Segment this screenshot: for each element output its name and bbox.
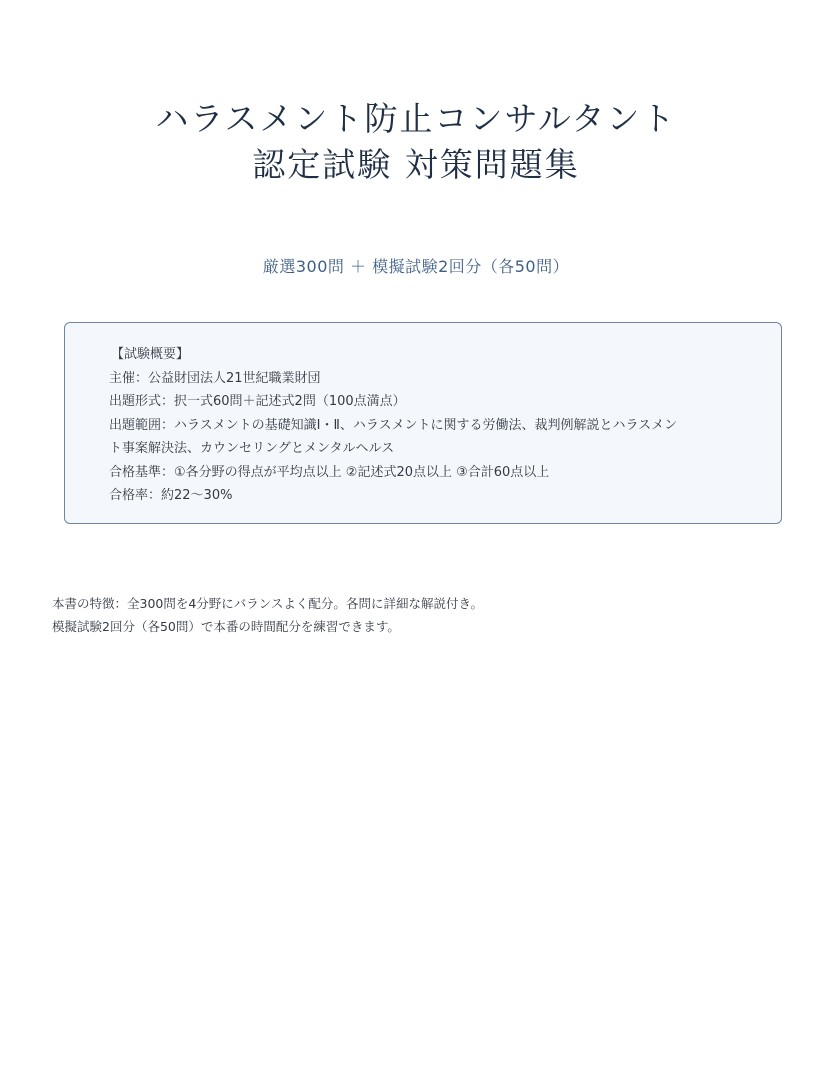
overview-scope-line-2: ト事案解決法、カウンセリングとメンタルヘルス — [109, 441, 395, 456]
overview-scope-line-1: 出題範囲：ハラスメントの基礎知識Ⅰ・Ⅱ、ハラスメントに関する労働法、裁判例解説とハラスメン — [109, 417, 678, 433]
overview-organizer: 主催：公益財団法人21世紀職業財団 — [109, 370, 321, 386]
overview-criteria: 合格基準：①各分野の得点が平均点以上 ②記述式20点以上 ③合計60点以上 — [109, 464, 550, 480]
overview-heading: 【試験概要】 — [111, 347, 190, 362]
title-line-2: 認定試験 対策問題集 — [252, 145, 580, 184]
features-line-2: 模擬試験2回分（各50問）で本番の時間配分を練習できます。 — [52, 619, 400, 634]
overview-pass-rate: 合格率：約22〜30% — [109, 488, 233, 503]
subtitle: 厳選300問 ＋ 模擬試験2回分（各50問） — [262, 257, 570, 276]
exam-overview-box — [64, 322, 782, 524]
title-line-1: ハラスメント防止コンサルタント — [155, 99, 677, 138]
book-features — [52, 592, 812, 638]
book-title — [0, 96, 832, 188]
features-line-1: 本書の特徴：全300問を4分野にバランスよく配分。各問に詳細な解説付き。 — [52, 596, 483, 611]
overview-format: 出題形式：択一式60問＋記述式2問（100点満点） — [109, 394, 406, 409]
